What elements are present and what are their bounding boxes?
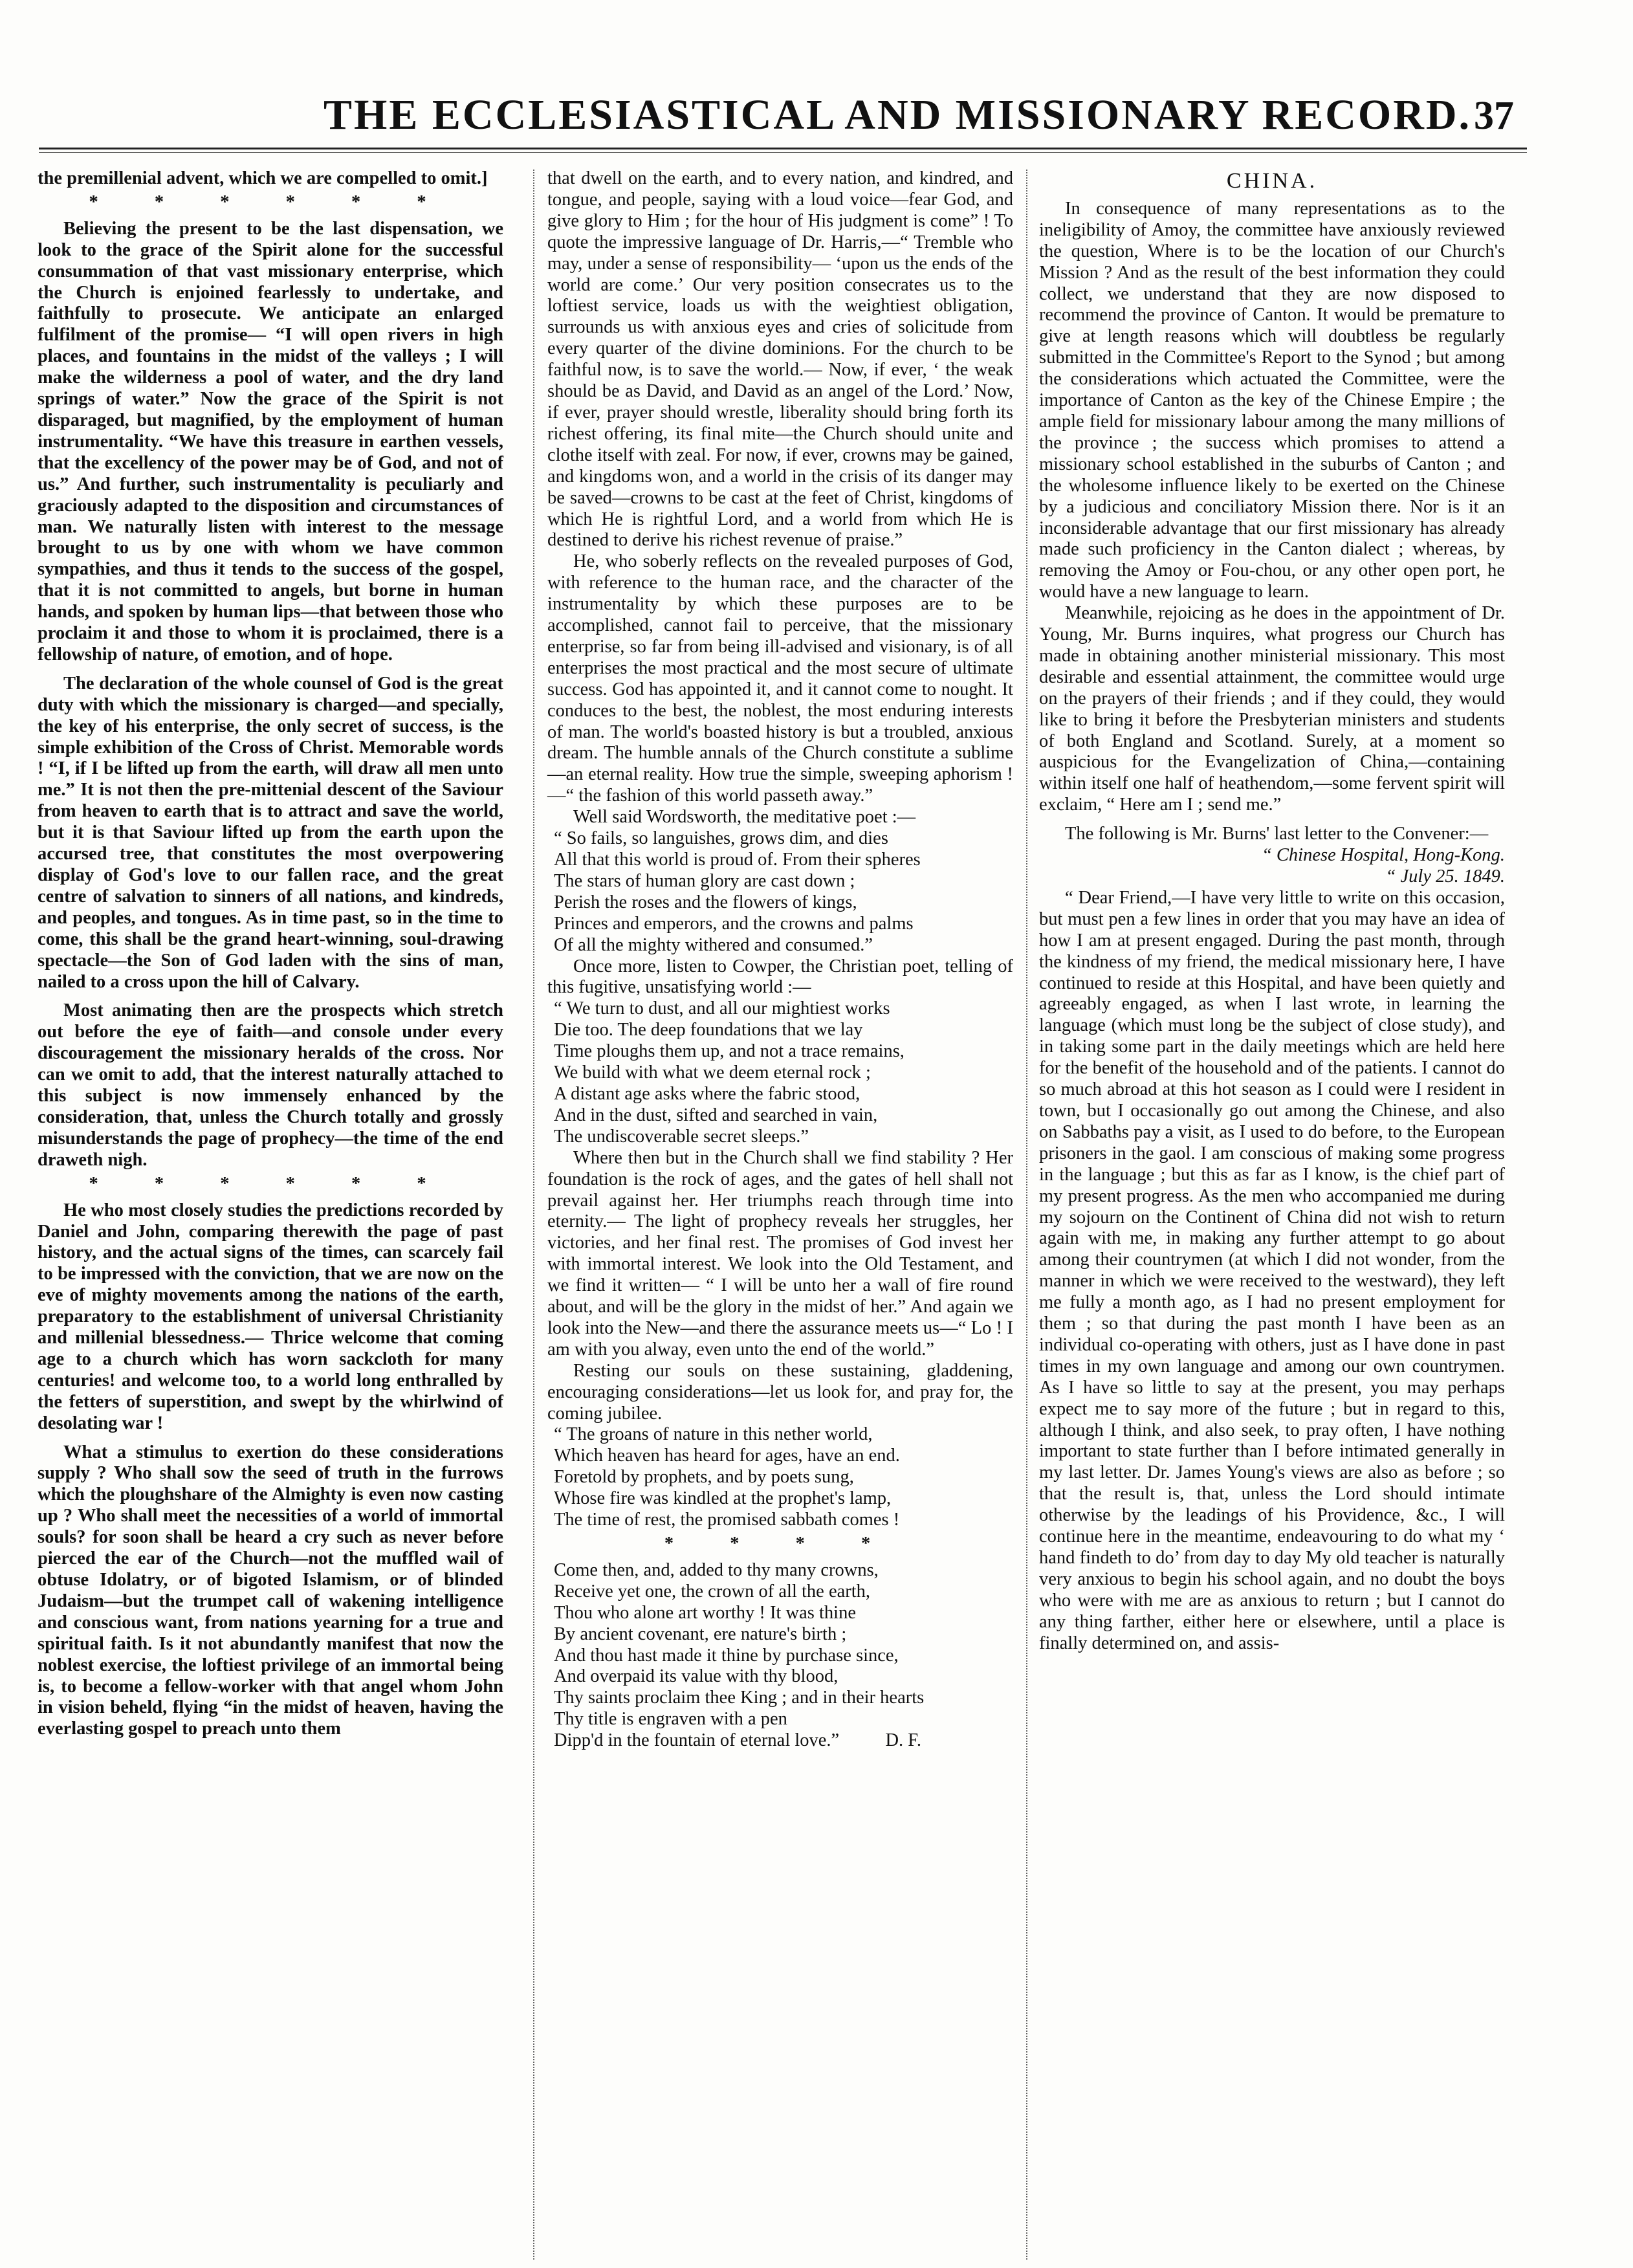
verse-line: Thy title is engraven with a pen (554, 1709, 787, 1730)
verse-block (554, 1560, 1013, 1752)
paragraph: The declaration of the whole counsel of God is the great duty with which the missionary is charged—and specially, the key of his enterprise, the only secret of success, is the simple exhibition of the Cross of Christ. Memorable words ! “I, if I be lifted up from the earth, will draw all men unto me.” It is not then the pre-mittenial descent of the Saviour from heaven to earth that is to attract and save the world, but it is that Saviour lifted up from the earth upon the accursed tree, that constitutes the most overpowering display of God's love to our fallen race, and the great centre of salvation to sinners of all nations, and kindreds, and peoples, and tongues. As in time past, so in the time to come, this shall be the grand heart-winning, soul-drawing spectacle—the Son of God laden with the sins of man, nailed to a cross upon the hill of Calvary. (38, 673, 503, 992)
verse-block (554, 828, 1013, 956)
section-divider-stars: * * * * * * (89, 192, 452, 212)
paragraph: He, who soberly reflects on the revealed purposes of God, with reference to the human race, and the character of the instrumentality by which these purposes are to be accomplished, cannot fail to perceive, that the missionary enterprise, so far from being ill-advised and visionary, is of all enterprises the most practical and the most secure of ultimate success. God has appointed it, and it cannot come to nought. It conduces to the best, the noblest, the most enduring interests of man. The world's boasted history is but a troubled, anxious dream. The humble annals of the Church constitute a sublime—an eternal reality. How true the simple, sweeping aphorism !—“ the fashion of this world passeth away.” (547, 551, 1013, 806)
verse-line: The undiscoverable secret sleeps.” (554, 1126, 809, 1147)
verse-line: Perish the roses and the flowers of kings, (554, 892, 857, 912)
paragraph: The following is Mr. Burns' last letter to the Convener:— (1065, 824, 1489, 844)
verse-line: Dipp'd in the fountain of eternal love.” (554, 1730, 840, 1751)
paragraph: Most animating then are the prospects which stretch out before the eye of faith—and console under every discouragement the missionary heralds of the cross. Nor can we omit to add, that the interest naturally attached to this subject is now immensely enhanced by the consideration, that, unless the Church totally and grossly misunderstands the page of prophecy—the time of the end draweth nigh. (38, 1000, 503, 1170)
verse-block (554, 1424, 1013, 1531)
verse-line: Princes and emperors, and the crowns and palms (554, 913, 914, 934)
section-divider-stars: * * * * * * (89, 1173, 452, 1194)
verse-line: A distant age asks where the fabric stood, (554, 1083, 860, 1104)
verse-line: Which heaven has heard for ages, have an end. (554, 1446, 900, 1466)
verse-line: Time ploughs them up, and not a trace remains, (554, 1041, 904, 1062)
column-separator (533, 170, 534, 2260)
verse-line: And overpaid its value with thy blood, (554, 1666, 838, 1687)
paragraph: Well said Wordsworth, the meditative poet :— (573, 807, 916, 828)
verse-line: By ancient covenant, ere nature's birth ; (554, 1624, 847, 1644)
letter-date: “ July 25. 1849. (1385, 866, 1505, 886)
author-signature: D. F. (885, 1730, 921, 1751)
running-title: THE ECCLESIASTICAL AND MISSIONARY RECORD. (323, 91, 1472, 138)
column-right (1039, 168, 1505, 1655)
paragraph: In consequence of many representations as to the ineligibility of Amoy, the committee have anxiously reviewed the question, Where is to be the location of our Church's Mission ? And as the result of the best information they could collect, we understand that they are now disposed to recommend the province of Canton. It would be premature to give at length reasons which will doubtless be regularly submitted in the Committee's Report to the Synod ; but among the considerations which actuated the Committee, were the importance of Canton as the key of the Chinese Empire ; the ample field for missionary labour among the many millions of the province ; the success which promises to attend a missionary school established in the suburbs of Canton ; and the wholesome influence likely to be exerted on the Chinese by a judicious and conciliatory Mission there. Nor is it an inconsiderable advantage that our first missionary has already made such proficiency in the Canton dialect ; whereas, by removing the Amoy or Fou-chou, or any other open port, he would have a new language to learn. (1039, 198, 1505, 602)
verse-line: The stars of human glory are cast down ; (554, 870, 855, 891)
letter-body: “ Dear Friend,—I have very little to write on this occasion, but must pen a few lines in order that you may have an idea of how I am at present engaged. During the past month, through the kindness of my friend, the medical missionary here, I have continued to reside at this Hospital, and have been quietly and agreeably engaged, as when I last wrote, in learning the language (which must long be the subject of close study), and in taking some part in the daily meetings which are held here for the benefit of the household and of the patients. I cannot do so much abroad at this hot season as I could were I resident in town, but I occasionally go out among the Chinese, and also on Sabbaths pay a visit, as I used to do before, to the European prisoners in the gaol. I am conscious of making some progress in the language ; but this as far as I know, is the chief part of my present progress. As the men who accompanied me during my sojourn on the Continent of China did not wish to return again with me, in making any further attempt to go about among their countrymen (at which I did not wonder, from the manner in which we were received to the westward), they left me fully a month ago, as I had no present employment for them ; so that during the past month I have been as an individual co-operating with others, just as I have done in past times in my own language and among our own countrymen. As I have so little to say at the present, you may perhaps expect me to say more of the future ; but in regard to this, although I think, and also seek, to pray often, I have nothing important to state further than I before intimated generally in my last letter. Dr. James Young's views are also as before ; so that the result is, that, unless the Lord should intimate otherwise by the leadings of his Providence, &c., I will continue here in the meantime, endeavouring to do what my ‘ hand findeth to do’ from day to day My old teacher is naturally very anxious to begin his school again, and no doubt the boys who were with me are as anxious to return ; but I cannot do any thing farther, either here or elsewhere, until a place is finally determined on, and assis- (1039, 887, 1505, 1653)
paragraph: He who most closely studies the predictions recorded by Daniel and John, comparing therewith the page of past history, and the actual signs of the times, can scarcely fail to be impressed with the conviction, that we are now on the eve of mighty movements among the nations of the earth, preparatory to the establishment of universal Christianity and millenial blessedness.— Thrice welcome that coming age to a church which has worn sackcloth for many centuries! and welcome too, to a world long enthralled by the fetters of superstition, and swept by the whirlwind of desolating war ! (38, 1200, 503, 1433)
section-heading: CHINA. (1226, 169, 1318, 193)
column-middle (547, 168, 1013, 1752)
verse-line: The time of rest, the promised sabbath comes ! (554, 1510, 900, 1530)
paragraph: Where then but in the Church shall we find stability ? Her foundation is the rock of ages, and the gates of hell shall not prevail against her. Her triumphs reach through time into eternity.— The light of prophecy reveals her struggles, her victories, and her final rest. The promises of God invest her with immortal interest. We look into the Old Testament, and we find it written— “ I will be unto her a wall of fire round about, and will be the glory in the midst of her.” And again we look into the New—and there the assurance meets us—“ Lo ! I am with you alway, even unto the end of the world.” (547, 1147, 1013, 1360)
verse-line: All that this world is proud of. From their spheres (554, 850, 921, 870)
verse-line: “ We turn to dust, and all our mightiest works (554, 998, 890, 1019)
page-number: 37 (1474, 94, 1514, 138)
column-separator (1026, 170, 1027, 2260)
paragraph: Believing the present to be the last dispensation, we look to the grace of the Spirit alone for the successful consummation of that vast missionary enterprise, which the Church is enjoined fearlessly to undertake, and faithfully to prosecute. We anticipate an enlarged fulfilment of the promise— “I will open rivers in high places, and fountains in the midst of the valleys ; I will make the wilderness a pool of water, and the dry land springs of water.” Now the grace of the Spirit is not disparaged, but magnified, by the employment of human instrumentality. “We have this treasure in earthen vessels, that the excellency of the power may be of God, and not of us.” And further, such instrumentality is peculiarly and graciously adapted to the disposition and circumstances of man. We naturally listen with interest to the message brought to us by one with whom we have common sympathies, and thus it tends to the success of the gospel, that it is not committed to angels, but borne in human hands, and spoken by human lips—that between those who proclaim it and those to whom it is proclaimed, there is a fellowship of nature, of emotion, and of hope. (38, 218, 503, 665)
column-left (38, 168, 503, 1740)
verse-line: Of all the mighty withered and consumed.” (554, 934, 873, 955)
verse-line: And in the dust, sifted and searched in vain, (554, 1105, 878, 1125)
paragraph: Resting our souls on these sustaining, gladdening, encouraging considerations—let us look for, and pray for, the coming jubilee. (547, 1360, 1013, 1424)
letter-dateline: “ Chinese Hospital, Hong-Kong. (1261, 845, 1505, 866)
verse-line: Foretold by prophets, and by poets sung, (554, 1467, 854, 1488)
header-rule (39, 148, 1527, 153)
verse-line: Whose fire was kindled at the prophet's lamp, (554, 1488, 892, 1509)
verse-line: We build with what we deem eternal rock ; (554, 1062, 871, 1083)
verse-line: And thou hast made it thine by purchase since, (554, 1645, 899, 1666)
verse-line: Die too. The deep foundations that we lay (554, 1020, 863, 1040)
verse-line: “ So fails, so languishes, grows dim, and dies (554, 828, 888, 849)
verse-line-final (554, 1730, 1013, 1752)
section-divider-stars: * * * * (664, 1534, 897, 1554)
verse-line: Come then, and, added to thy many crowns, (554, 1559, 879, 1580)
paragraph: that dwell on the earth, and to every nation, and kindred, and tongue, and people, saying with a loud voice—fear God, and give glory to Him ; for the hour of His judgment is come” ! To quote the impressive language of Dr. Harris,—“ Tremble who may, under a sense of responsibility— ‘upon us the ends of the world are come.’ Our very position consecrates us to the loftiest service, loads us with the weightiest obligation, surrounds us with anxious eyes and cries of solicitude from every quarter of the divine dominions. For the church to be faithful now, is to save the world.— Now, if ever, ‘ the weak should be as David, and David as an angel of the Lord.’ Now, if ever, prayer should wrestle, liberality should bring forth its richest offering, its final mite—the Church should unite and clothe itself with zeal. For now, if ever, crowns may be gained, and kingdoms won, and a world in the crisis of its danger may be saved—crowns to be cast at the feet of Christ, kingdoms of which He is rightful Lord, and a world from which He is destined to derive his richest revenue of praise.” (547, 168, 1013, 551)
paragraph: What a stimulus to exertion do these considerations supply ? Who shall sow the seed of truth in the furrows which the ploughshare of the Almighty is even now casting up ? Who shall meet the necessities of a world of immortal souls? for soon shall be heard a cry such as never before pierced the ear of the Church—not the muffled wail of obtuse Idolatry, or of bigoted Islamism, or of blinded Judaism—but the trumpet call of wakening intelligence and conscious want, from nations yearning for a true and spiritual faith. Is it not abundantly manifest that now the noblest exercise, the loftiest privilege of an immortal being is, to become a fellow-worker with that angel whom John in vision beheld, flying “in the midst of heaven, having the everlasting gospel to preach unto them (38, 1442, 503, 1739)
paragraph: Once more, listen to Cowper, the Christian poet, telling of this fugitive, unsatisfying world :— (547, 956, 1013, 998)
paragraph: Meanwhile, rejoicing as he does in the appointment of Dr. Young, Mr. Burns inquires, what progress our Church has made in obtaining another ministerial missionary. This most desirable and essential attainment, the committee would urge on the prayers of their friends ; and if they could, they would like to bring it before the Presbyterian ministers and students of both England and Scotland. Surely, at a moment so auspicious for the Evangelization of China,—containing within itself one half of heathendom,—some fervent spirit will exclaim, “ Here am I ; send me.” (1039, 603, 1505, 815)
verse-line: Receive yet one, the crown of all the earth, (554, 1581, 871, 1602)
verse-line: Thou who alone art worthy ! It was thine (554, 1602, 856, 1623)
verse-block (554, 998, 1013, 1147)
verse-line: “ The groans of nature in this nether world, (554, 1424, 873, 1445)
verse-line: Thy saints proclaim thee King ; and in their hearts (554, 1688, 925, 1708)
paragraph: the premillenial advent, which we are compelled to omit.] (38, 168, 488, 188)
